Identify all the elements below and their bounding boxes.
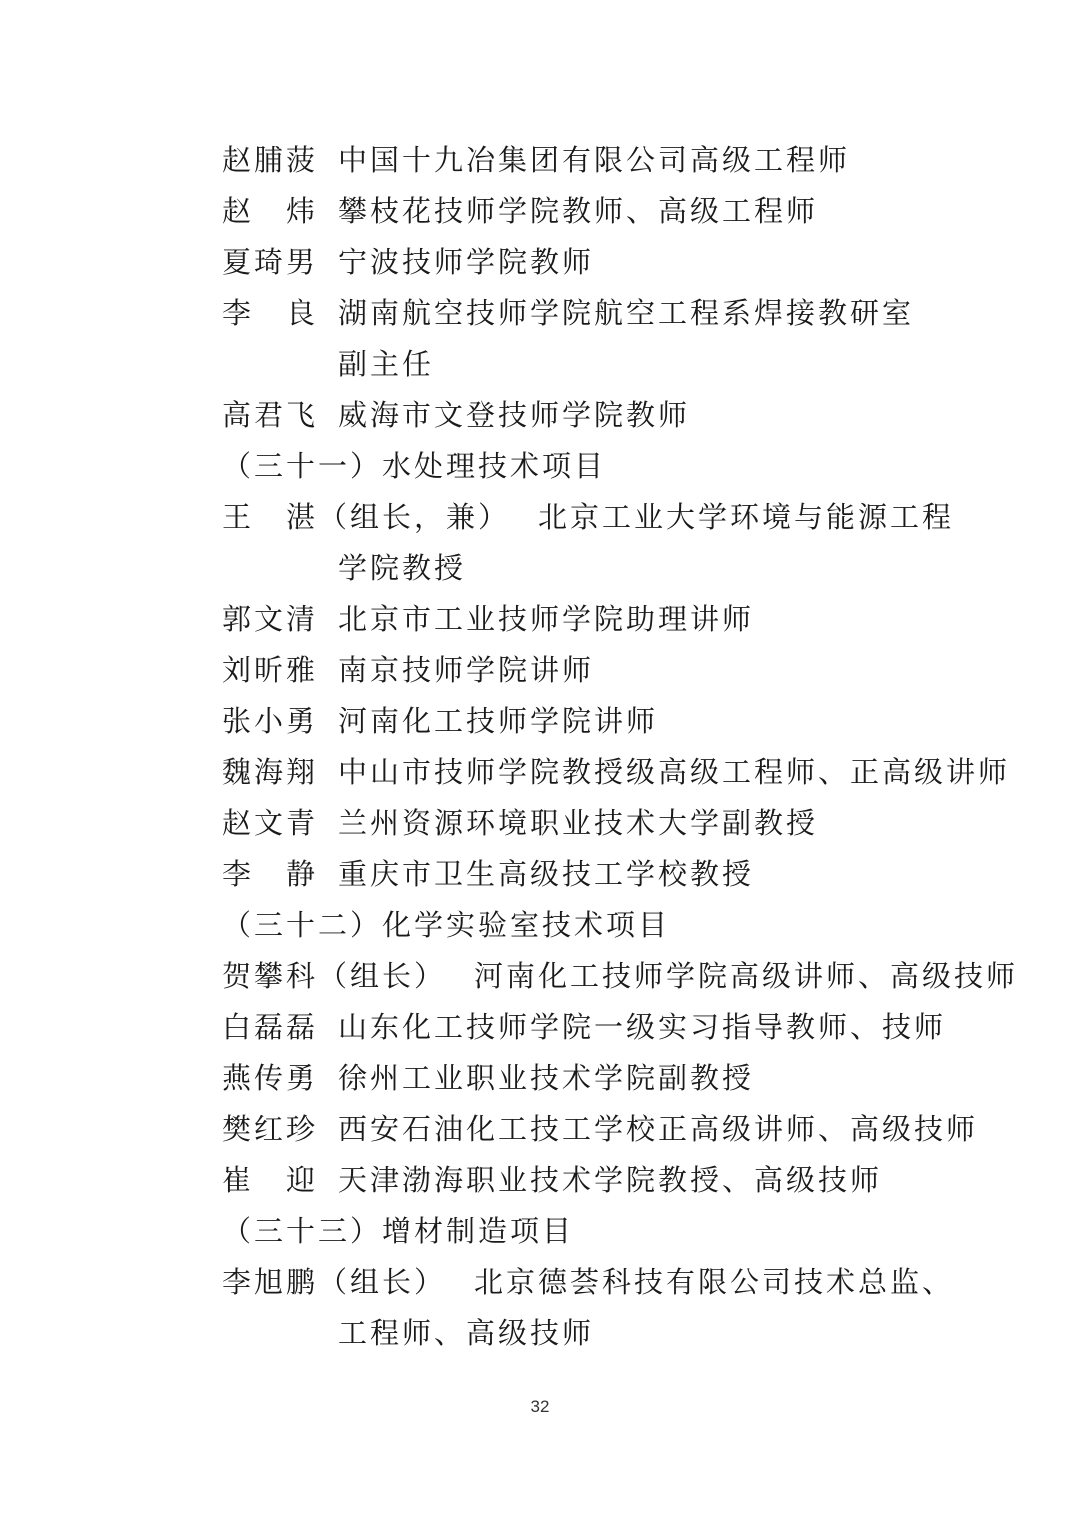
member-entry (222, 854, 754, 894)
member-name: 赵脯菠 (222, 143, 319, 177)
member-entry (222, 293, 914, 333)
member-name: 魏海翔 (222, 755, 319, 789)
member-title: 北京市工业技师学院助理讲师 (338, 602, 755, 636)
member-title: 湖南航空技师学院航空工程系焊接教研室 (338, 296, 915, 330)
member-title: 天津渤海职业技术学院教授、高级技师 (338, 1163, 883, 1197)
section-heading: （三十一）水处理技术项目 (222, 449, 607, 483)
member-entry (222, 803, 818, 843)
member-name: 李旭鹏（组长） (222, 1265, 447, 1299)
member-entry (222, 497, 954, 537)
member-entry (222, 242, 594, 282)
member-title: 西安石油化工技工学校正高级讲师、高级技师 (338, 1112, 979, 1146)
member-entry (222, 752, 1010, 792)
section-heading: （三十三）增材制造项目 (222, 1214, 575, 1248)
member-title: 南京技师学院讲师 (338, 653, 595, 687)
member-title: 北京工业大学环境与能源工程 (538, 500, 955, 534)
member-entry (222, 701, 658, 741)
member-name: 樊红珍 (222, 1112, 319, 1146)
member-name: 刘昕雅 (222, 653, 319, 687)
entry-continuation: 学院教授 (338, 551, 467, 585)
member-entry (222, 650, 594, 690)
member-name: 崔 迎 (222, 1163, 319, 1197)
entry-continuation: 副主任 (338, 347, 435, 381)
page-number: 32 (530, 1397, 550, 1416)
member-title: 中山市技师学院教授级高级工程师、正高级讲师 (338, 755, 1011, 789)
member-name: 高君飞 (222, 398, 319, 432)
member-title: 河南化工技师学院讲师 (338, 704, 659, 738)
member-entry (222, 1058, 754, 1098)
member-entry (222, 956, 1018, 996)
member-entry (222, 1109, 978, 1149)
member-title: 兰州资源环境职业技术大学副教授 (338, 806, 819, 840)
member-name: 白磊磊 (222, 1010, 319, 1044)
member-name: 郭文清 (222, 602, 319, 636)
member-title: 威海市文登技师学院教师 (338, 398, 691, 432)
member-entry (222, 1007, 946, 1047)
member-title: 中国十九冶集团有限公司高级工程师 (338, 143, 851, 177)
member-name: 赵文青 (222, 806, 319, 840)
member-name: 夏琦男 (222, 245, 319, 279)
member-entry (222, 1262, 954, 1302)
member-title: 宁波技师学院教师 (338, 245, 595, 279)
member-name: 赵 炜 (222, 194, 319, 228)
member-name: 王 湛（组长，兼） (222, 500, 511, 534)
member-entry (222, 395, 690, 435)
member-title: 北京德荟科技有限公司技术总监、 (474, 1265, 955, 1299)
member-entry (222, 599, 754, 639)
entry-continuation: 工程师、高级技师 (338, 1316, 595, 1350)
member-name: 贺攀科（组长） (222, 959, 447, 993)
member-entry (222, 191, 818, 231)
member-title: 重庆市卫生高级技工学校教授 (338, 857, 755, 891)
member-entry (222, 140, 850, 180)
member-title: 攀枝花技师学院教师、高级工程师 (338, 194, 819, 228)
member-title: 徐州工业职业技术学院副教授 (338, 1061, 755, 1095)
member-entry (222, 1160, 882, 1200)
member-title: 河南化工技师学院高级讲师、高级技师 (474, 959, 1019, 993)
member-name: 李 静 (222, 857, 319, 891)
member-name: 张小勇 (222, 704, 319, 738)
member-name: 李 良 (222, 296, 319, 330)
member-title: 山东化工技师学院一级实习指导教师、技师 (338, 1010, 947, 1044)
section-heading: （三十二）化学实验室技术项目 (222, 908, 671, 942)
member-name: 燕传勇 (222, 1061, 319, 1095)
